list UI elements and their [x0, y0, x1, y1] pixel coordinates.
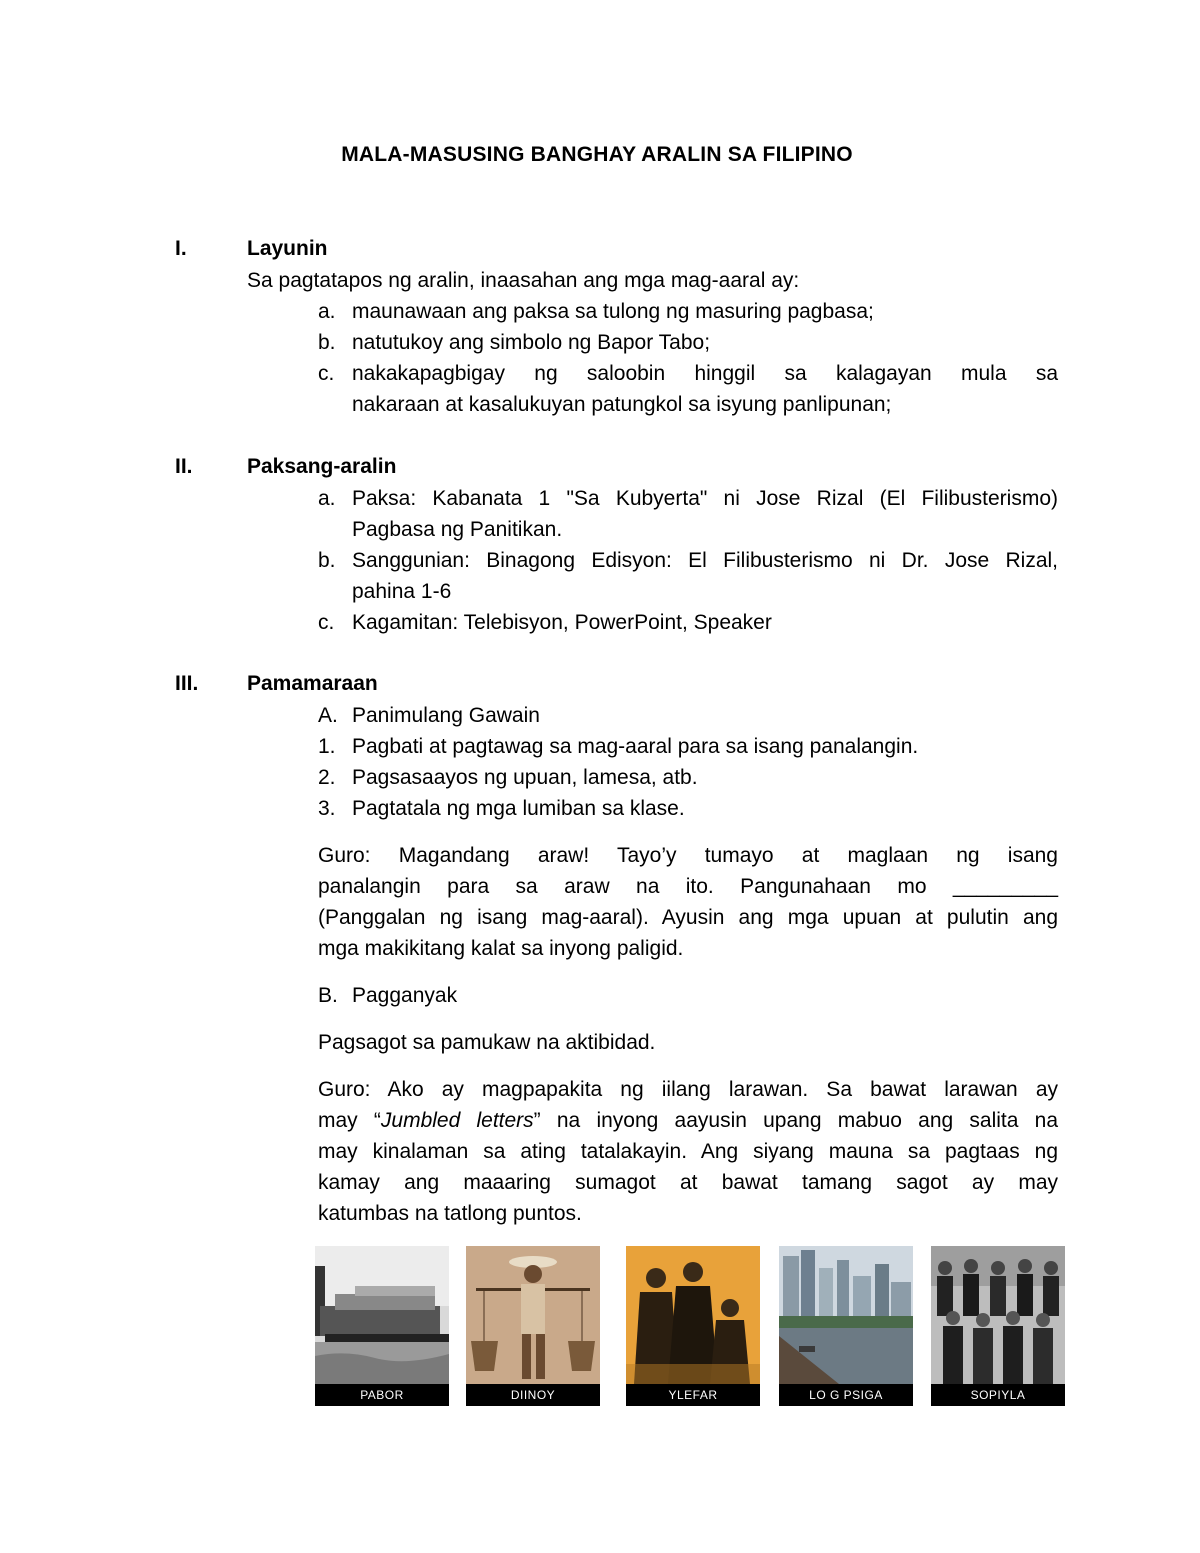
city-river-photo-icon [779, 1246, 913, 1384]
jumbled-letters-caption: YLEFAR [626, 1384, 760, 1406]
water-carrier-photo-icon [466, 1246, 600, 1384]
paragraph-line: (Panggalan ng isang mag-aaral). Ayusin ang mga upuan at pulutin ang [318, 906, 1058, 929]
list-marker: c. [318, 362, 335, 385]
list-item-continuation: Pagbasa ng Panitikan. [352, 518, 563, 541]
jumbled-letters-caption: LO G PSIGA [779, 1384, 913, 1406]
picture-card-city-river [779, 1246, 913, 1406]
italic-text: Jumbled letters [380, 1109, 534, 1132]
paragraph-line: panalangin para sa araw na ito. Pangunahaan mo _________ [318, 875, 1058, 898]
three-priests-photo-icon [626, 1246, 760, 1384]
list-item: Pagtatala ng mga lumiban sa klase. [352, 797, 685, 820]
jumbled-letters-caption: DIINOY [466, 1384, 600, 1406]
steamboat-photo-icon [315, 1246, 449, 1384]
list-item-continuation: pahina 1-6 [352, 580, 452, 603]
list-marker: c. [318, 611, 335, 634]
paragraph-line: kamay ang maaaring sumagot at bawat tamang sagot ay may [318, 1171, 1058, 1194]
list-marker: a. [318, 487, 336, 510]
section-heading: Layunin [247, 237, 328, 260]
list-marker: a. [318, 300, 336, 323]
list-marker: b. [318, 549, 336, 572]
list-item: Pagganyak [352, 984, 458, 1007]
group-photo-icon [931, 1246, 1065, 1384]
document-title: MALA-MASUSING BANGHAY ARALIN SA FILIPINO [341, 143, 853, 166]
section-intro: Sa pagtatapos ng aralin, inaasahan ang mga mag-aaral ay: [247, 269, 800, 292]
picture-card-priests [626, 1246, 760, 1406]
jumbled-letters-caption: SOPIYLA [931, 1384, 1065, 1406]
text-fragment: ” na inyong aayusin upang mabuo ang salita na [533, 1109, 1059, 1132]
list-item: natutukoy ang simbolo ng Bapor Tabo; [352, 331, 711, 354]
list-marker: b. [318, 331, 336, 354]
list-marker: 2. [318, 766, 336, 789]
picture-card-steamboat [315, 1246, 449, 1406]
section-number: II. [175, 455, 193, 478]
picture-card-group [931, 1246, 1065, 1406]
picture-card-water-carrier [466, 1246, 600, 1406]
list-item: Sanggunian: Binagong Edisyon: El Filibusterismo ni Dr. Jose Rizal, [352, 549, 1058, 572]
list-item: Panimulang Gawain [352, 704, 540, 727]
list-marker: 3. [318, 797, 336, 820]
section-number: III. [175, 672, 199, 695]
text-fragment: may “ [318, 1109, 381, 1132]
paragraph-line: katumbas na tatlong puntos. [318, 1202, 582, 1225]
section-heading: Pamamaraan [247, 672, 378, 695]
section-number: I. [175, 237, 187, 260]
paragraph-line: may kinalaman sa ating tatalakayin. Ang siyang mauna sa pagtaas ng [318, 1140, 1058, 1163]
teacher-dialogue-2 [318, 1074, 1058, 1229]
paragraph-line: Guro: Ako ay magpapakita ng iilang larawan. Sa bawat larawan ay [318, 1078, 1058, 1101]
teacher-dialogue-1 [318, 840, 1058, 964]
jumbled-letters-caption: PABOR [315, 1384, 449, 1406]
list-item: Paksa: Kabanata 1 "Sa Kubyerta" ni Jose Rizal (El Filibusterismo) [352, 487, 1058, 510]
list-item: maunawaan ang paksa sa tulong ng masuring pagbasa; [352, 300, 874, 323]
paragraph-line [318, 1105, 1058, 1136]
list-item-continuation: nakaraan at kasalukuyan patungkol sa isyung panlipunan; [352, 393, 892, 416]
list-item: Pagbati at pagtawag sa mag-aaral para sa isang panalangin. [352, 735, 919, 758]
activity-description: Pagsagot sa pamukaw na aktibidad. [318, 1031, 656, 1054]
section-heading: Paksang-aralin [247, 455, 397, 478]
list-marker: 1. [318, 735, 336, 758]
list-marker: A. [318, 704, 338, 727]
list-item: Pagsasaayos ng upuan, lamesa, atb. [352, 766, 698, 789]
list-marker: B. [318, 984, 338, 1007]
list-item: Kagamitan: Telebisyon, PowerPoint, Speaker [352, 611, 772, 634]
list-item: nakakapagbigay ng saloobin hinggil sa kalagayan mula sa [352, 362, 1058, 385]
paragraph-line: Guro: Magandang araw! Tayo’y tumayo at maglaan ng isang [318, 844, 1058, 867]
paragraph-line: mga makikitang kalat sa inyong paligid. [318, 937, 684, 960]
